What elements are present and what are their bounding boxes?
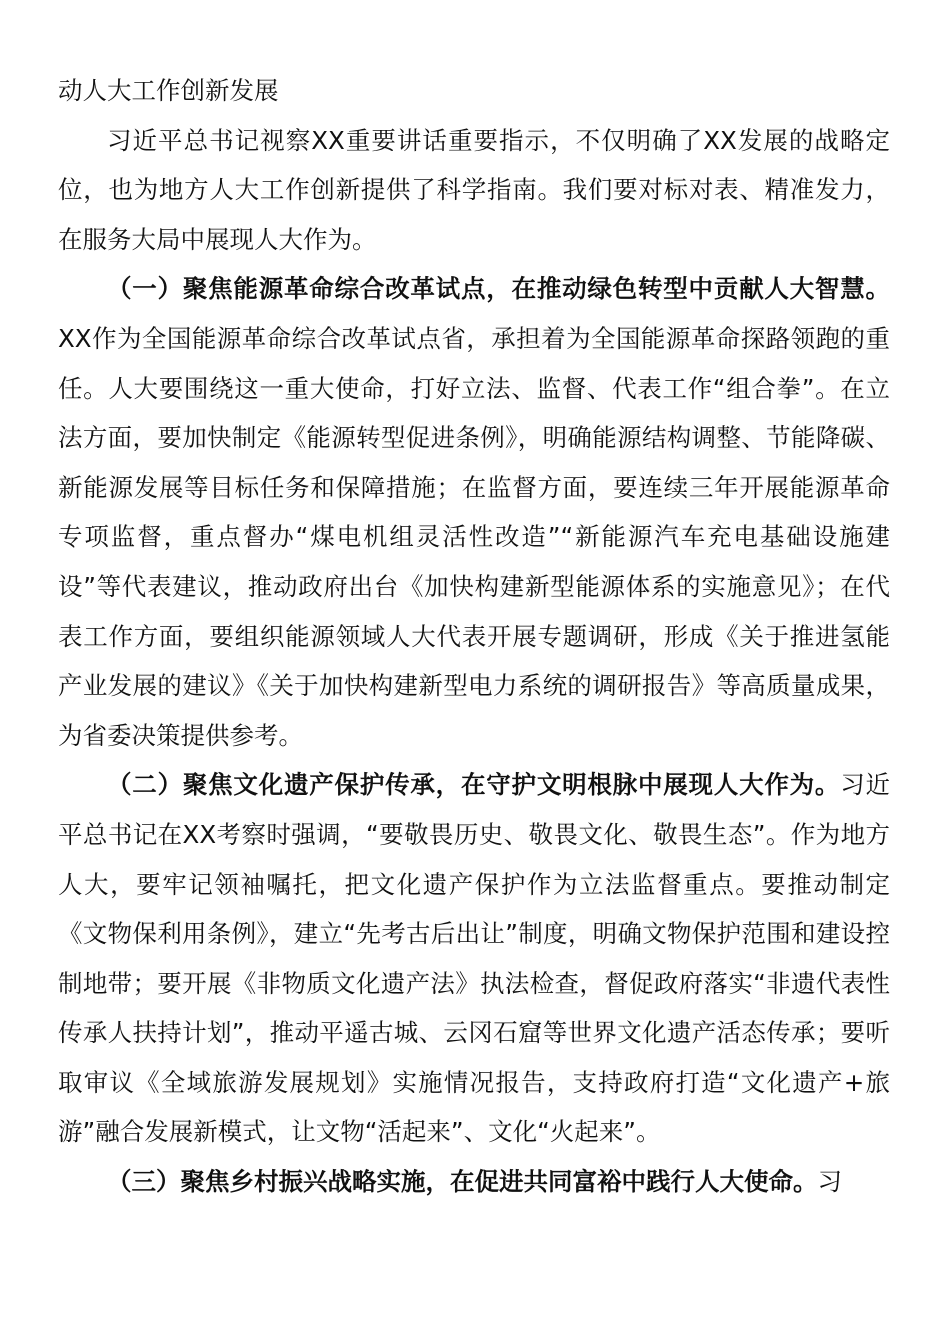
paragraph-text: 习 bbox=[817, 1167, 842, 1197]
paragraph-text: XX作为全国能源革命综合改革试点省，承担着为全国能源革命探路领跑的重任。人大要围绕这一重大使命，打好立法、监督、代表工作“组合拳”。在立法方面，要加快制定《能源转型促进条例》，明确能源结构调整、节能降碳、新能源发展等目标任务和保障措施；在监督方面，要连续三年开展能源革命专项监督，重点督办“煤电机组灵活性改造”“新能源汽车充电基础设施建设”等代表建议，推动政府出台《加快构建新型能源体系的实施意见》；在代表工作方面，要组织能源领域人大代表开展专题调研，形成《关于推进氢能产业发展的建议》《关于加快构建新型电力系统的调研报告》等高质量成果，为省委决策提供参考。 bbox=[58, 323, 890, 750]
document-body bbox=[58, 66, 890, 1207]
paragraph-section-3 bbox=[58, 1157, 890, 1207]
paragraph-section-2 bbox=[58, 760, 890, 1157]
section-heading: （二）聚焦文化遗产保护传承，在守护文明根脉中展现人大作为。 bbox=[107, 770, 841, 800]
paragraph-continuation bbox=[58, 66, 890, 116]
paragraph-text: 动人大工作创新发展 bbox=[58, 76, 279, 105]
paragraph-intro bbox=[58, 116, 890, 265]
paragraph-section-1 bbox=[58, 264, 890, 760]
section-heading: （三）聚焦乡村振兴战略实施，在促进共同富裕中践行人大使命。 bbox=[107, 1167, 818, 1197]
section-heading: （一）聚焦能源革命综合改革试点，在推动绿色转型中贡献人大智慧。 bbox=[107, 274, 890, 304]
paragraph-text: 习近平总书记视察XX重要讲话重要指示，不仅明确了XX发展的战略定位，也为地方人大工作创新提供了科学指南。我们要对标对表、精准发力，在服务大局中展现人大作为。 bbox=[58, 125, 890, 254]
paragraph-text: 习近平总书记在XX考察时强调，“要敬畏历史、敬畏文化、敬畏生态”。作为地方人大，要牢记领袖嘱托，把文化遗产保护作为立法监督重点。要推动制定《文物保利用条例》，建立“先考古后出让”制度，明确文物保护范围和建设控制地带；要开展《非物质文化遗产法》执法检查，督促政府落实“非遗代表性传承人扶持计划”，推动平遥古城、云冈石窟等世界文化遗产活态传承；要听取审议《全域旅游发展规划》实施情况报告，支持政府打造“文化遗产+旅游”融合发展新模式，让文物“活起来”、文化“火起来”。 bbox=[58, 770, 891, 1147]
